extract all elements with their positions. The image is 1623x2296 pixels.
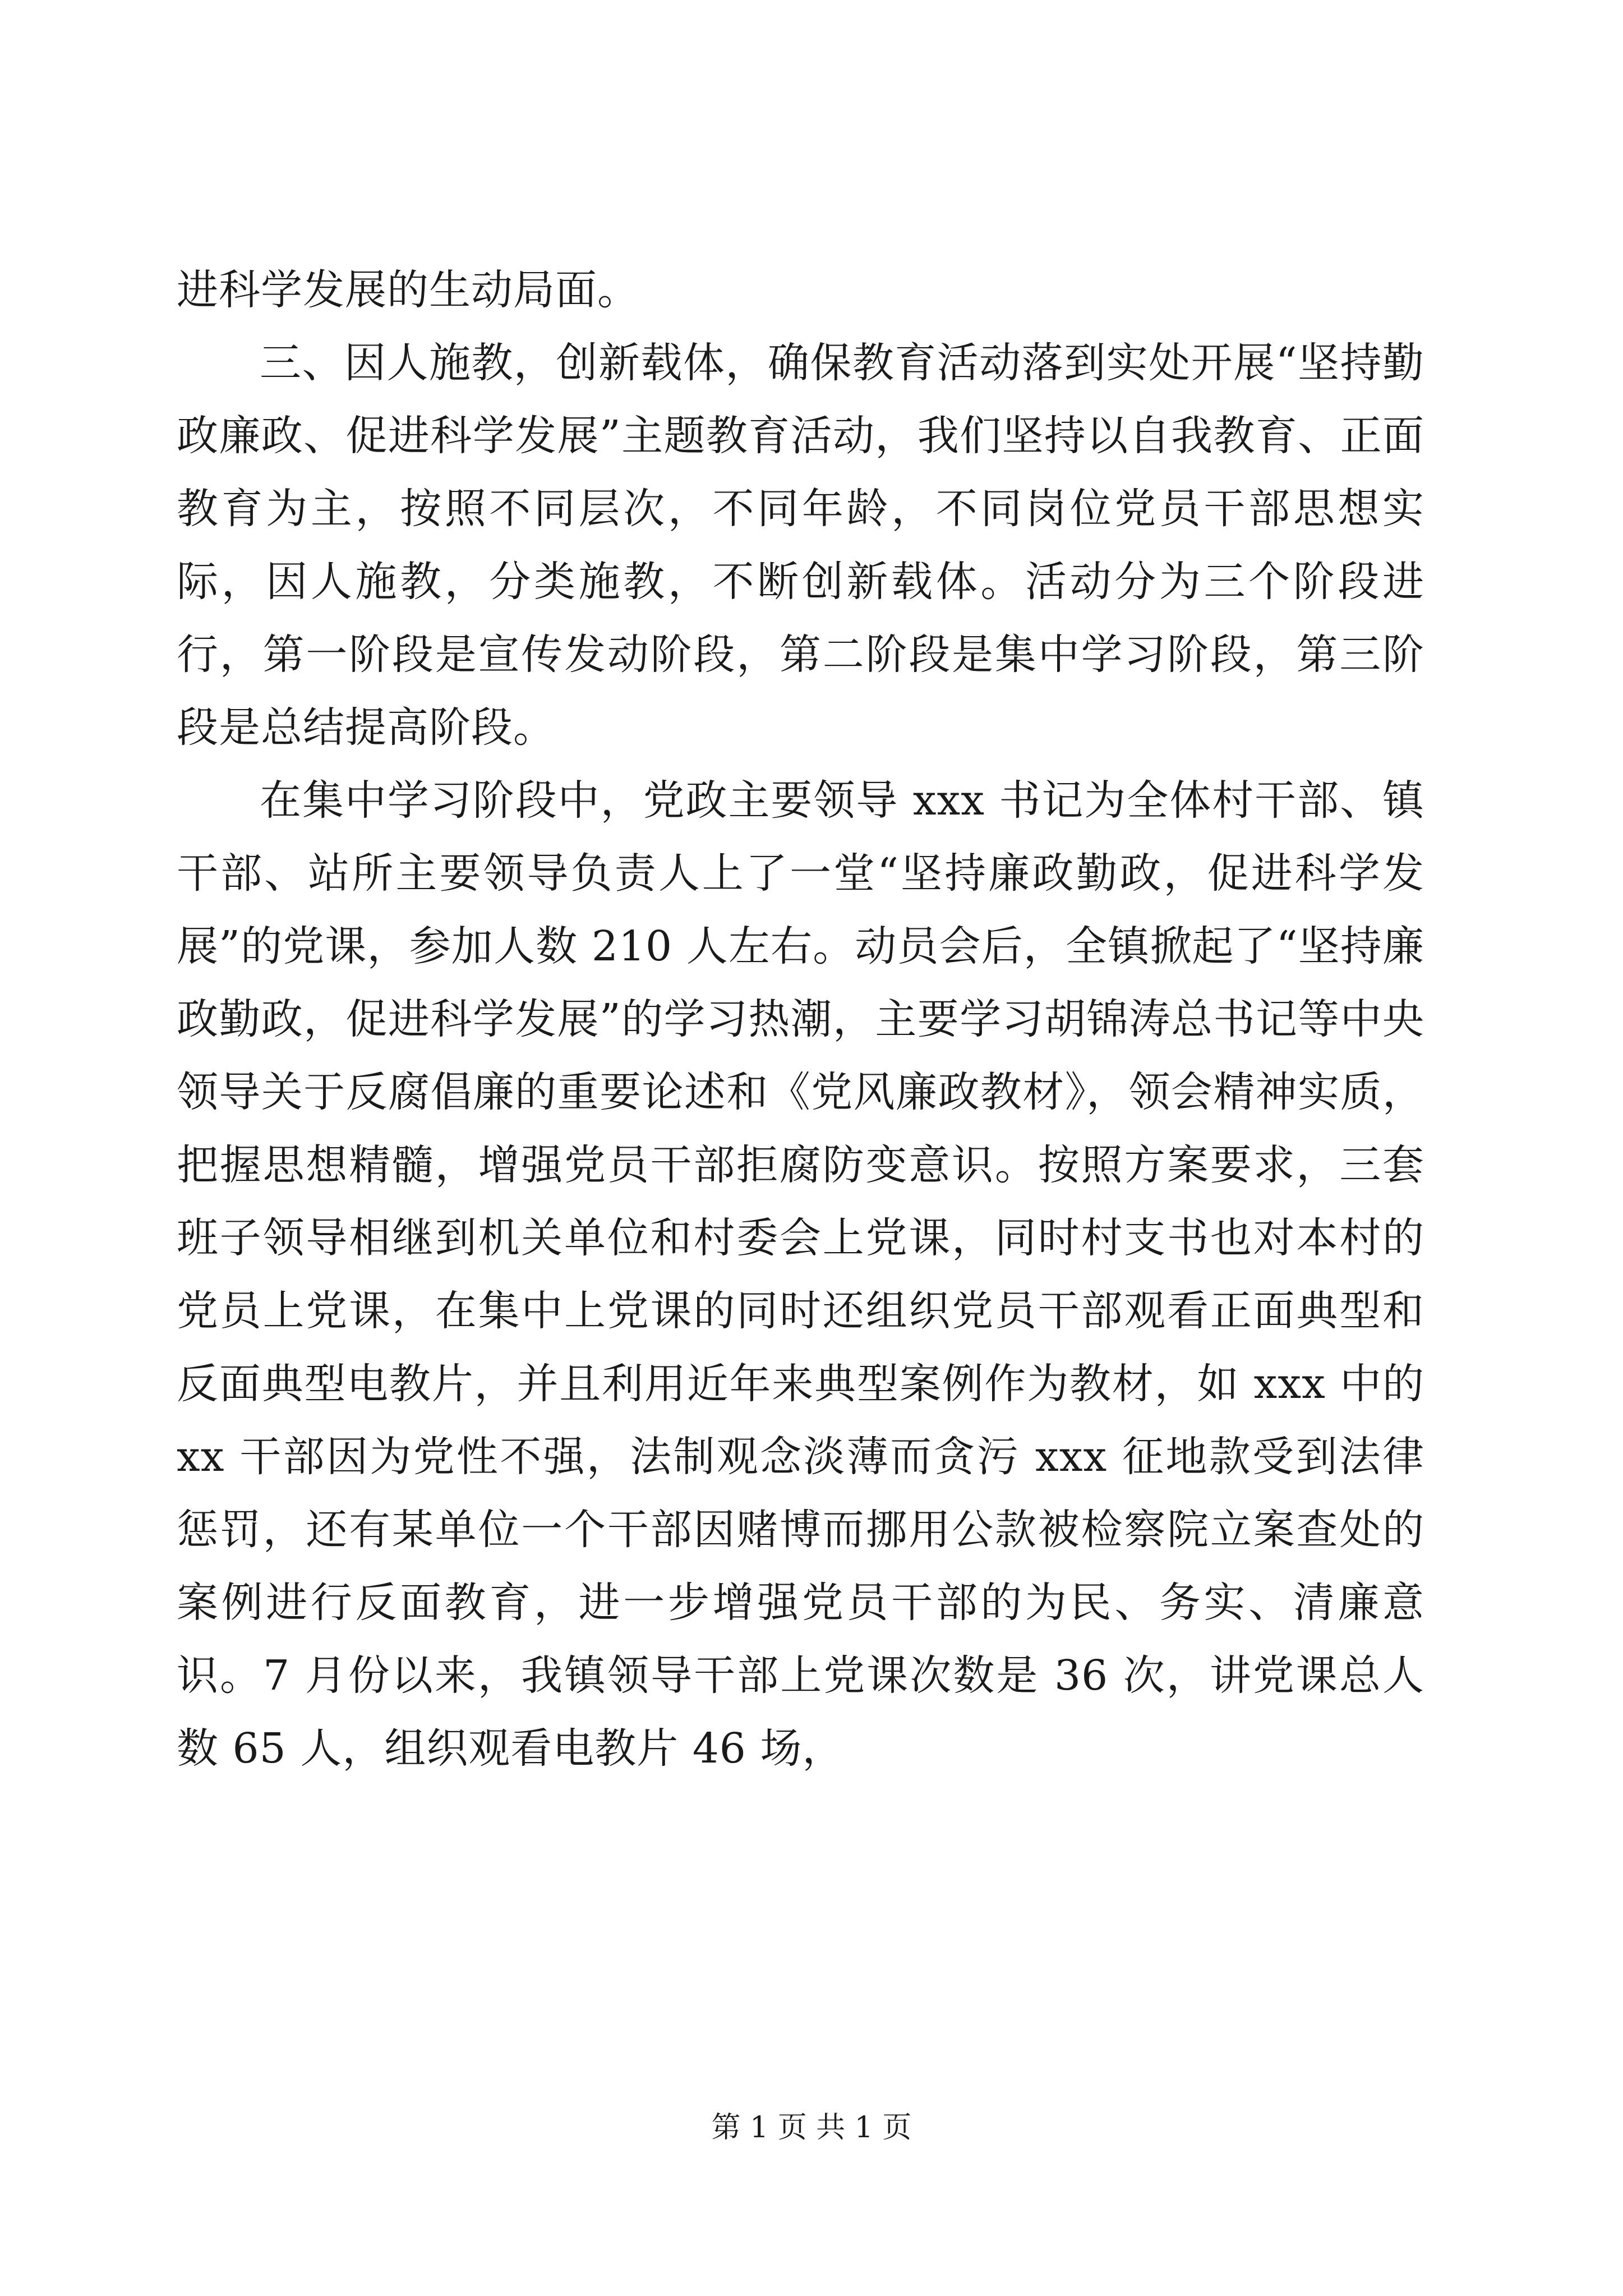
paragraph-section-three: 三、因人施教，创新载体，确保教育活动落到实处开展“坚持勤政廉政、促进科学发展”主题教育活动，我们坚持以自我教育、正面教育为主，按照不同层次，不同年龄，不同岗位党员干部思想实际，因人施教，分类施教，不断创新载体。活动分为三个阶段进行，第一阶段是宣传发动阶段，第二阶段是集中学习阶段，第三阶段是总结提高阶段。	[177, 339, 1424, 752]
body-text	[177, 254, 1424, 1785]
paragraph-study-stage: 在集中学习阶段中，党政主要领导 xxx 书记为全体村干部、镇干部、站所主要领导负责人上了一堂“坚持廉政勤政，促进科学发展”的党课，参加人数 210 人左右。动员会后，全镇掀起了“坚持廉政勤政，促进科学发展”的学习热潮，主要学习胡锦涛总书记等中央领导关于反腐倡廉的重要论述和《党风廉政教材》，领会精神实质，把握思想精髓，增强党员干部拒腐防变意识。按照方案要求，三套班子领导相继到机关单位和村委会上党课，同时村支书也对本村的党员上党课，在集中上党课的同时还组织党员干部观看正面典型和反面典型电教片，并且利用近年来典型案例作为教材，如 xxx 中的 xx 干部因为党性不强，法制观念淡薄而贪污 xxx 征地款受到法律惩罚，还有某单位一个干部因赌博而挪用公款被检察院立案查处的案例进行反面教育，进一步增强党员干部的为民、务实、清廉意识。7 月份以来，我镇领导干部上党课次数是 36 次，讲党课总人数 65 人，组织观看电教片 46 场，	[177, 776, 1424, 1773]
page-footer: 第 1 页 共 1 页	[711, 2111, 912, 2145]
paragraph-continuation: 进科学发展的生动局面。	[177, 266, 639, 314]
